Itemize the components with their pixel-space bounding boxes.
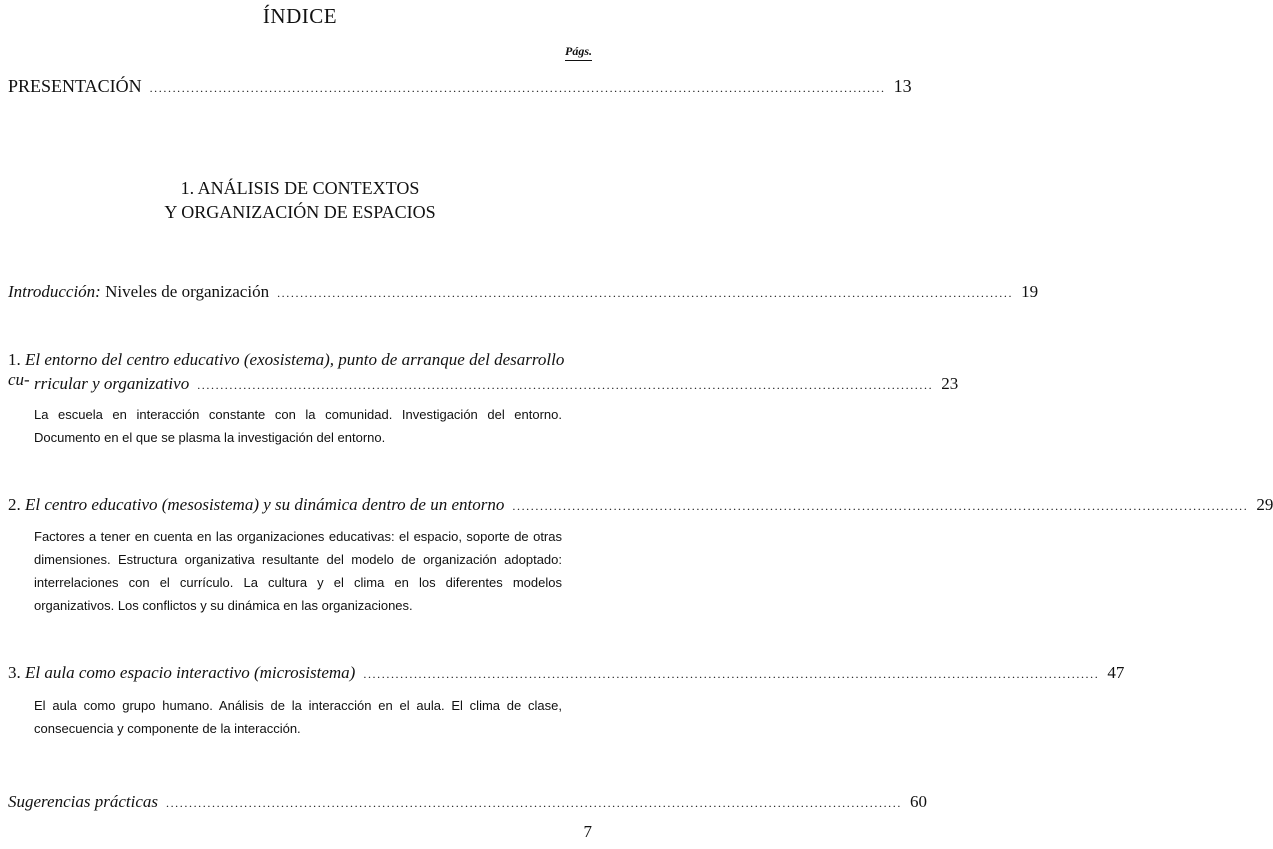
toc-entry-title: El centro educativo (mesosistema) y su dinámica dentro de un entorno bbox=[25, 495, 505, 514]
toc-entry-page: 19 bbox=[1021, 282, 1039, 301]
toc-entry-2-description: Factores a tener en cuenta en las organizaciones educativas: el espacio, soporte de otras dimensiones. Estructura organizativa resultante del modelo de organización adoptado: interrelaciones con el currículo. La cultura y el clima en los diferentes modelos organizativos. Los conflictos y su dinámica en las organizaciones. bbox=[34, 529, 562, 613]
page-title: ÍNDICE bbox=[262, 4, 338, 28]
intro-label: Niveles de organización bbox=[100, 282, 270, 301]
toc-entry-sugerencias[interactable] bbox=[8, 792, 927, 812]
toc-entry-number: 1. bbox=[8, 350, 21, 369]
section-heading-line2: Y ORGANIZACIÓN DE ESPACIOS bbox=[164, 202, 436, 222]
toc-entry-3[interactable] bbox=[8, 663, 1125, 683]
toc-entry-3-description: El aula como grupo humano. Análisis de la interacción en el aula. El clima de clase, consecuencia y componente de la interacción. bbox=[34, 698, 562, 736]
toc-entry-title-line2: rricular y organizativo bbox=[34, 374, 190, 393]
toc-entry-1[interactable] bbox=[34, 374, 959, 394]
toc-entry-heading bbox=[8, 495, 504, 515]
toc-entry-title: El aula como espacio interactivo (microsistema) bbox=[25, 663, 356, 682]
page-number: 7 bbox=[583, 822, 592, 841]
toc-entry-page: 29 bbox=[1256, 495, 1273, 514]
pages-column-label: Págs. bbox=[565, 44, 592, 61]
toc-entry-introduccion[interactable] bbox=[8, 282, 1039, 302]
toc-entry-page: 60 bbox=[909, 792, 927, 811]
toc-entry-page: 23 bbox=[941, 374, 959, 393]
section-heading bbox=[0, 176, 600, 224]
toc-entry-2[interactable] bbox=[8, 495, 1273, 515]
leader-dots: ................................................................................................................................................................ bbox=[363, 667, 1100, 681]
leader-dots: ................................................................................................................................................................ bbox=[165, 796, 902, 810]
toc-entry-title: El entorno del centro educativo (exosistema), punto de arranque del desarrollo cu- bbox=[8, 350, 565, 389]
toc-entry-heading bbox=[8, 663, 355, 683]
intro-italic-label: Introducción: bbox=[8, 282, 101, 301]
leader-dots: ................................................................................................................................................................ bbox=[512, 499, 1249, 513]
toc-entry-page: 13 bbox=[893, 76, 912, 96]
toc-entry-label: PRESENTACIÓN bbox=[8, 76, 142, 96]
toc-entry-label: Sugerencias prácticas bbox=[8, 792, 158, 811]
leader-dots: ................................................................................................................................................................ bbox=[149, 81, 886, 95]
toc-entry-number: 3. bbox=[8, 663, 21, 682]
section-heading-line1: 1. ANÁLISIS DE CONTEXTOS bbox=[180, 178, 420, 198]
leader-dots: ................................................................................................................................................................ bbox=[277, 286, 1014, 300]
toc-entry-1-description: La escuela en interacción constante con la comunidad. Investigación del entorno. Documento en el que se plasma la investigación del entorno. bbox=[34, 407, 562, 445]
toc-entry-number: 2. bbox=[8, 495, 21, 514]
leader-dots: ................................................................................................................................................................ bbox=[197, 378, 934, 392]
toc-entry-page: 47 bbox=[1107, 663, 1125, 682]
toc-entry-label bbox=[8, 282, 269, 302]
toc-entry-presentacion[interactable] bbox=[8, 76, 912, 97]
